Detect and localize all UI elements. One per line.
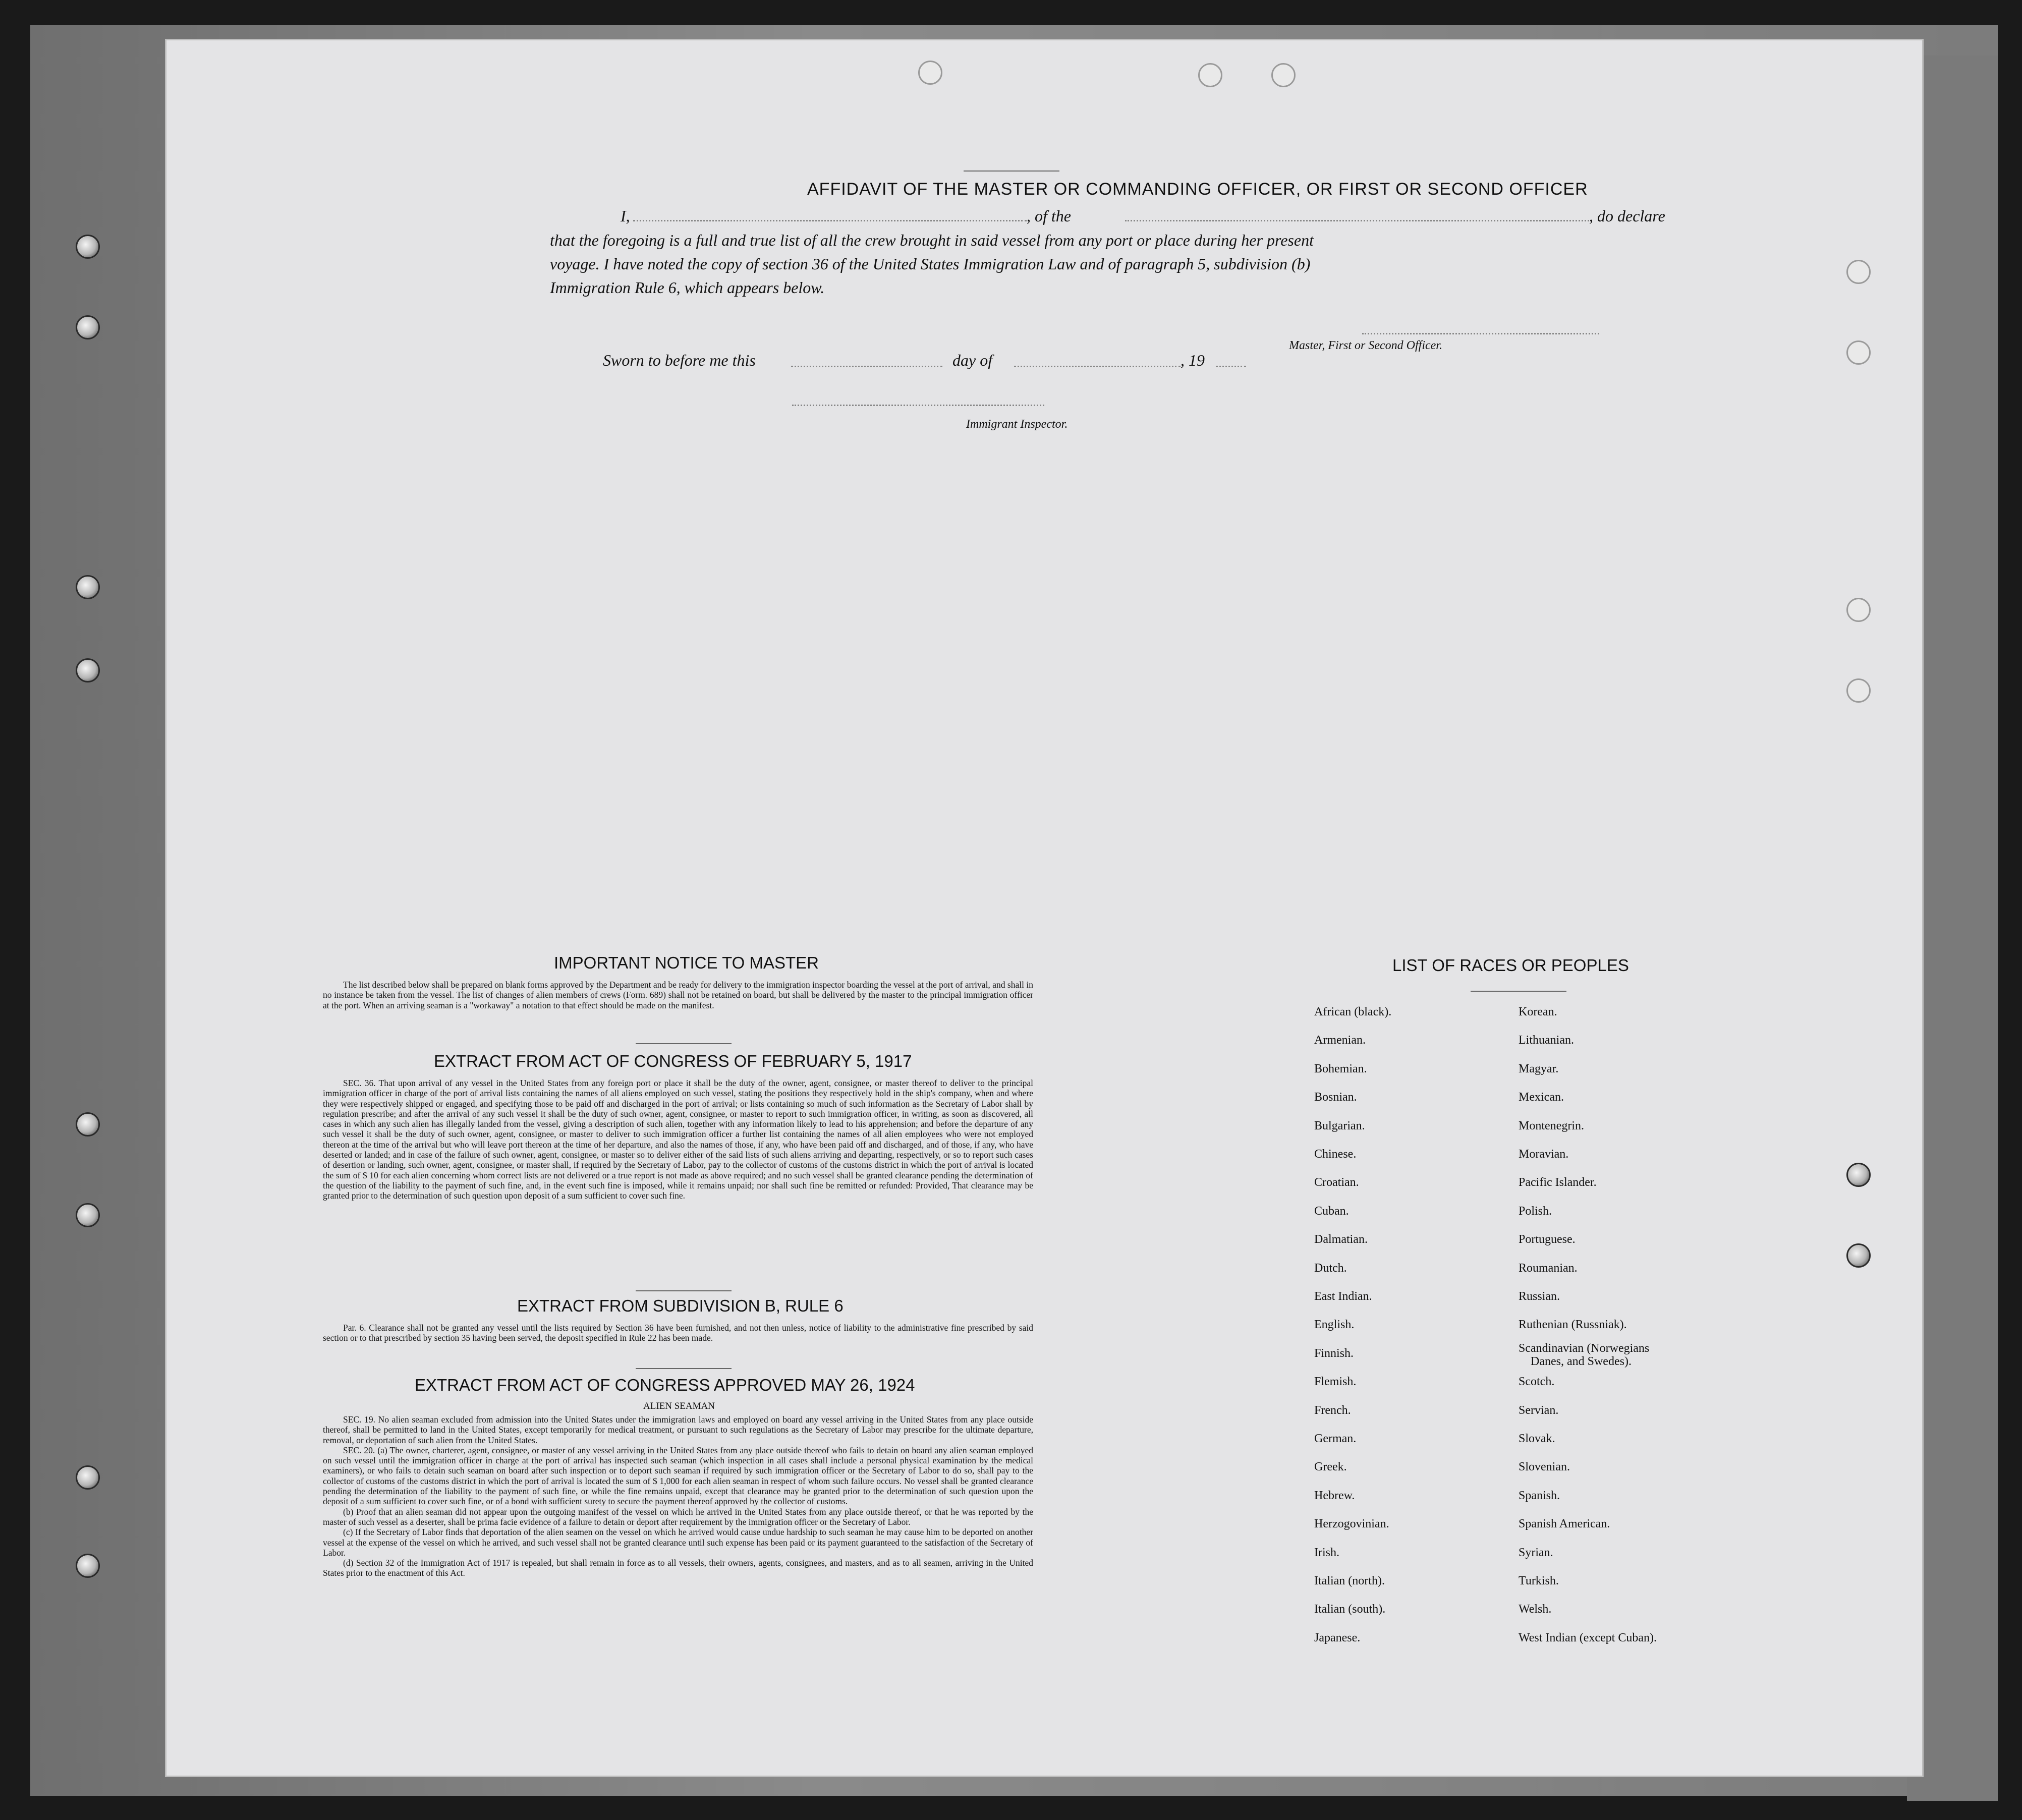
race-item: Finnish.	[1314, 1346, 1354, 1360]
punch-hole	[76, 575, 100, 599]
race-item: Lithuanian.	[1519, 1034, 1574, 1047]
document-page	[166, 40, 1922, 1776]
sworn-day-blank	[791, 366, 942, 367]
vessel-blank	[1125, 220, 1589, 221]
race-item: Polish.	[1519, 1204, 1552, 1218]
races-title: LIST OF RACES OR PEOPLES	[1392, 956, 1629, 975]
race-item: Welsh.	[1519, 1603, 1552, 1616]
declaration-line-3: voyage. I have noted the copy of section 36 of the United States Immigration Law and of paragraph 5, subdivision (b)	[550, 255, 1311, 273]
race-item: Flemish.	[1314, 1375, 1357, 1389]
sec-19-paragraph: SEC. 19. No alien seaman excluded from admission into the United States under the immigration laws and employed on board any vessel arriving in the United States from any place outside thereof, shall be permitted to land in the United States, except temporarily for medical treatment, or pursuant to such regulations as the Secretary of Labor may prescribe for the ultimate departure, removal, or deportation of such alien from the United States.	[323, 1414, 1033, 1445]
punch-hole	[76, 1554, 100, 1578]
day-of-label: day of	[952, 351, 993, 369]
punch-hole	[76, 1112, 100, 1136]
race-item: Montenegrin.	[1519, 1119, 1584, 1132]
race-item: Greek.	[1314, 1460, 1347, 1474]
race-item: German.	[1314, 1432, 1357, 1445]
race-item: Mexican.	[1519, 1091, 1564, 1104]
notice-paragraph: The list described below shall be prepared on blank forms approved by the Department and be ready for delivery to the immigration inspector boarding the vessel at the port of arrival, and shall in no instance be taken from the vessel. The list of changes of alien members of crews (Form. 689) shall not be retained on board, but shall be delivered by the master to the principal immigration officer at the port. When an arriving seaman is a "workaway" a notation to that effect should be made on the manifest.	[323, 980, 1033, 1010]
sec-20a-paragraph: SEC. 20. (a) The owner, charterer, agent, consignee, or master of any vessel arriving in the United States from any place outside thereof who fails to detain on board any alien seaman employed on such vessel until the immigration officer in charge at the port of arrival has inspected such seaman (which inspection in all cases shall include a personal physical examination by the medical examiners), or who fails to detain such seaman on board after such inspection or to deport such seaman if required by such immigration officer or the Secretary of Labor to do so, shall pay to the collector of customs of the customs district in which the port of arrival is located the sum of $ 1,000 for each alien seaman in respect of whom such failure occurs. No vessel shall be granted clearance pending the determination of the liability to the payment of such fine, or while the fine remains unpaid, except that clearance may be granted prior to the determination of such question upon the deposit of a sum sufficient to cover such fine, or of a bond with sufficient surety to secure the payment thereof approved by the collector of customs.	[323, 1445, 1033, 1507]
affidavit-title: AFFIDAVIT OF THE MASTER OR COMMANDING OFFICER, OR FIRST OR SECOND OFFICER	[807, 180, 1588, 199]
punch-hole	[76, 235, 100, 259]
race-item: Hebrew.	[1314, 1489, 1355, 1502]
punch-hole	[1271, 63, 1296, 87]
declaration-i: I,	[621, 207, 630, 225]
divider	[636, 1043, 732, 1044]
divider	[636, 1368, 732, 1369]
master-signature-blank	[1362, 333, 1599, 334]
race-item: Bulgarian.	[1314, 1119, 1365, 1132]
race-item: Korean.	[1519, 1005, 1557, 1018]
race-item: Spanish.	[1519, 1489, 1560, 1502]
race-item: French.	[1314, 1403, 1351, 1417]
punch-hole	[1846, 1243, 1871, 1268]
sec-20d-paragraph: (d) Section 32 of the Immigration Act of 1917 is repealed, but shall remain in force as to all vessels, their owners, agents, consignees, and masters, and as to all seamen, arriving in the United States prior to the enactment of this Act.	[323, 1558, 1033, 1578]
declaration-of-the: , of the	[1027, 207, 1071, 225]
month-blank	[1014, 366, 1181, 367]
race-item: Magyar.	[1519, 1062, 1559, 1075]
punch-hole	[1846, 1163, 1871, 1187]
race-item: Syrian.	[1519, 1546, 1553, 1559]
rule-6-title: EXTRACT FROM SUBDIVISION B, RULE 6	[517, 1296, 844, 1315]
race-item: Herzogovinian.	[1314, 1517, 1389, 1531]
race-item: Cuban.	[1314, 1204, 1349, 1218]
race-item: Slovak.	[1519, 1432, 1555, 1445]
race-item: Turkish.	[1519, 1574, 1559, 1587]
race-item: Moravian.	[1519, 1148, 1569, 1161]
extract-1924-title: EXTRACT FROM ACT OF CONGRESS APPROVED MAY 26, 1924	[415, 1376, 915, 1394]
declaration-line-2: that the foregoing is a full and true list of all the crew brought in said vessel from any port or place during her present	[550, 231, 1314, 249]
notice-title: IMPORTANT NOTICE TO MASTER	[554, 953, 819, 972]
race-item: African (black).	[1314, 1005, 1392, 1018]
race-item: Irish.	[1314, 1546, 1339, 1559]
sec-20c-paragraph: (c) If the Secretary of Labor finds that deportation of the alien seamen on the vessel on which he arrived would cause undue hardship to such seaman he may cause him to be deported on another vessel at the expense of the vessel on which he arrived, and such vessel shall not be granted clearance until such expense has been paid or its payment guaranteed to the satisfaction of the Secretary of Labor.	[323, 1527, 1033, 1558]
punch-hole	[1198, 63, 1222, 87]
race-item: West Indian (except Cuban).	[1519, 1631, 1657, 1644]
race-item: Chinese.	[1314, 1148, 1357, 1161]
race-item: Ruthenian (Russniak).	[1519, 1318, 1627, 1332]
race-item: Dutch.	[1314, 1261, 1347, 1275]
race-item: Bosnian.	[1314, 1091, 1357, 1104]
punch-hole	[76, 315, 100, 339]
inspector-signature-blank	[792, 405, 1044, 406]
race-item: Japanese.	[1314, 1631, 1361, 1644]
rule-6-text	[323, 1323, 1033, 1343]
race-item: Croatian.	[1314, 1176, 1359, 1189]
extract-1917-text	[323, 1078, 1033, 1201]
race-item: Dalmatian.	[1314, 1233, 1368, 1246]
race-item: Armenian.	[1314, 1034, 1366, 1047]
race-item: Spanish American.	[1519, 1517, 1610, 1531]
race-item: Scandinavian (Norwegians Danes, and Swedes).	[1519, 1341, 1650, 1368]
punch-hole	[76, 1465, 100, 1490]
divider	[1471, 991, 1566, 992]
race-item: Italian (north).	[1314, 1574, 1385, 1587]
alien-seaman-subtitle: ALIEN SEAMAN	[643, 1401, 715, 1411]
divider	[636, 1290, 732, 1291]
race-item: Pacific Islander.	[1519, 1176, 1597, 1189]
divider	[964, 170, 1059, 172]
sworn-label: Sworn to before me this	[603, 351, 756, 369]
punch-hole	[1846, 340, 1871, 365]
extract-1917-paragraph: SEC. 36. That upon arrival of any vessel in the United States from any foreign port or place it shall be the duty of the owner, agent, consignee, or master thereof to deliver to the principal immigration officer in charge of the port of arrival lists containing the names of all aliens employed on such vessel, stating the positions they respectively hold in the ship's company, when and where they were respectively shipped or engaged, and specifying those to be paid off and discharged in the port of arrival; or lists containing so much of such information as the Secretary of Labor shall by regulation prescribe; and after the arrival of any such vessel it shall be the duty of such owner, agent, consignee, or master to report to such immigration officer, in writing, as soon as discovered, all cases in which any such alien has illegally landed from the vessel, giving a description of such alien, together with any information likely to lead to his apprehension; and before the departure of any such vessel it shall be the duty of such owner, agent, consignee, or master to deliver to such immigration officer a further list containing the names of all alien employees who were not employed thereon at the time of the arrival but who will leave port thereon at the time of her departure, and also the names of those, if any, who have been paid off and discharged, and of those, if any, who have deserted or landed; and in case of the failure of such owner, agent, consignee, or master so to deliver either of the said lists of such aliens arriving and departing, respectively, or so to report such cases of desertion or landing, such owner, agent, consignee, or master shall, if required by the Secretary of Labor, pay to the collector of customs of the customs district in which the port of arrival is located the sum of $ 10 for each alien concerning whom correct lists are not delivered or a true report is not made as above required; and no such vessel shall be granted clearance pending the determination of the question of the liability to the payment of such fine, and, in the event such fine is imposed, while it remains unpaid; nor shall such fine be remitted or refunded: Provided, That clearance may be granted prior to the determination of such question upon deposit of a sum sufficient to cover such fine.	[323, 1078, 1033, 1201]
punch-hole	[76, 658, 100, 682]
name-blank	[633, 220, 1027, 221]
race-item: English.	[1314, 1318, 1355, 1332]
notice-text	[323, 980, 1033, 1010]
rule-6-paragraph: Par. 6. Clearance shall not be granted any vessel until the lists required by Section 36 have been furnished, and not then unless, notice of liability to the administrative fine prescribed by said section or to that prescribed by section 35 having been served, the deposit specified in Rule 22 has been made.	[323, 1323, 1033, 1343]
punch-hole	[1846, 598, 1871, 622]
race-item: Italian (south).	[1314, 1603, 1386, 1616]
master-label: Master, First or Second Officer.	[1289, 339, 1442, 352]
race-item: Roumanian.	[1519, 1261, 1578, 1275]
year-blank	[1216, 366, 1246, 367]
punch-hole	[1846, 260, 1871, 284]
race-item: East Indian.	[1314, 1290, 1372, 1303]
race-item: Russian.	[1519, 1290, 1560, 1303]
race-item: Scotch.	[1519, 1375, 1555, 1389]
extract-1924-text	[323, 1414, 1033, 1578]
sec-20b-paragraph: (b) Proof that an alien seaman did not appear upon the outgoing manifest of the vessel on which he arrived in the United States from any place outside thereof, or that he was reported by the master of such vessel as a deserter, shall be prima facie evidence of a failure to detain or deport after requirement by the immigration officer or the Secretary of Labor.	[323, 1506, 1033, 1527]
inspector-label: Immigrant Inspector.	[966, 418, 1068, 431]
extract-1917-title: EXTRACT FROM ACT OF CONGRESS OF FEBRUARY 5, 1917	[434, 1052, 912, 1070]
race-item: Servian.	[1519, 1403, 1559, 1417]
punch-hole	[918, 61, 942, 85]
punch-hole	[1846, 678, 1871, 703]
punch-hole	[76, 1203, 100, 1227]
declaration-declare: , do declare	[1589, 207, 1665, 225]
year-label: , 19	[1181, 351, 1205, 369]
race-item: Bohemian.	[1314, 1062, 1367, 1075]
race-item: Slovenian.	[1519, 1460, 1570, 1474]
declaration-line-4: Immigration Rule 6, which appears below.	[550, 278, 825, 297]
race-item: Portuguese.	[1519, 1233, 1576, 1246]
